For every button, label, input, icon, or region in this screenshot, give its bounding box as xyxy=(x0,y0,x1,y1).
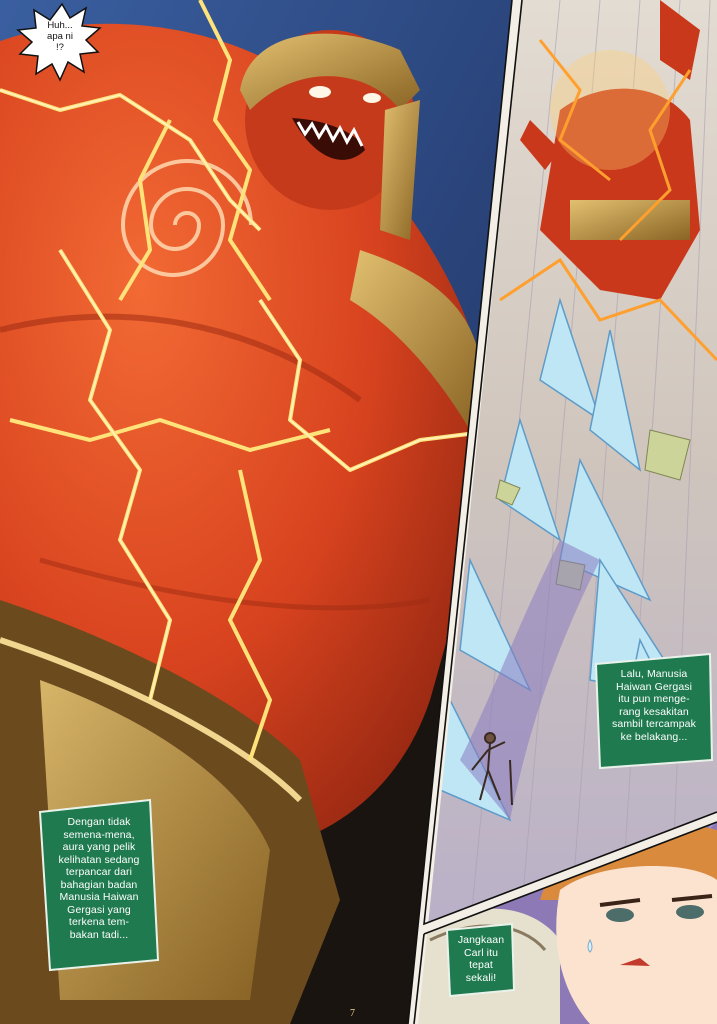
page-number: 7 xyxy=(350,1008,355,1019)
narration-caption-bottom: Jangkaan Carl itu tepat sekali! xyxy=(457,934,505,984)
narration-caption-left: Dengan tidak semena-mena, aura yang pelik kelihatan sedang terpancar dari bahagian badan Manusia Haiwan Gergasi yang terkena tem- bakan tadi... xyxy=(58,816,140,941)
speech-bubble-text: Huh... apa ni !? xyxy=(47,20,73,53)
narration-caption-right: Lalu, Manusia Haiwan Gergasi itu pun menge- rang kesakitan sambil tercampak ke belakang... xyxy=(612,668,696,743)
